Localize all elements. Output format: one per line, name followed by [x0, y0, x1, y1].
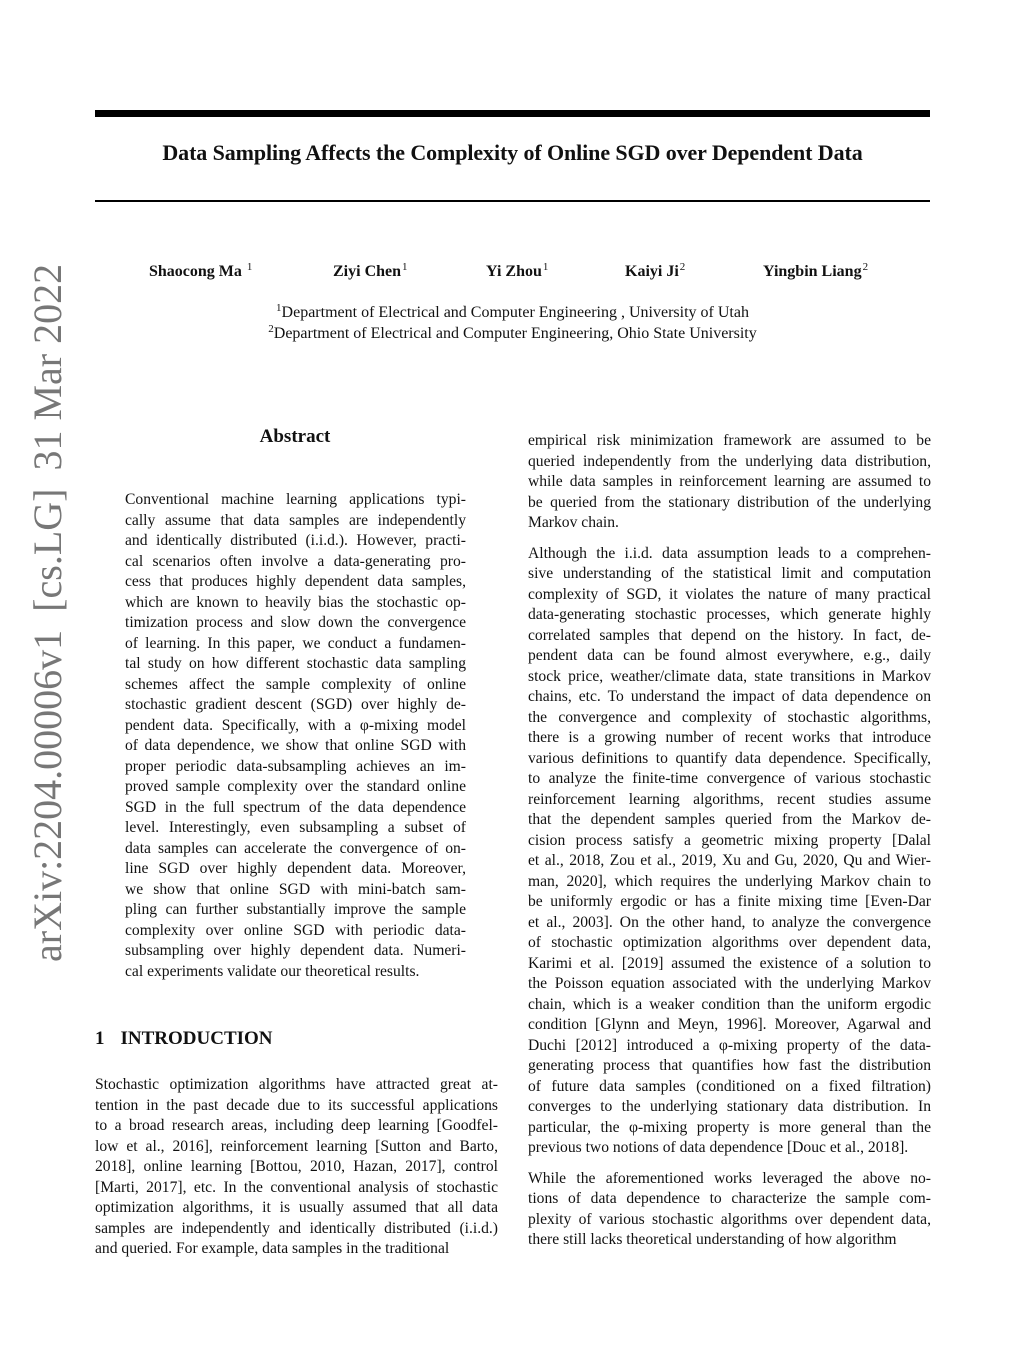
- text-line: data-generating stochastic processes, which generate highly: [528, 606, 931, 623]
- text-line: of data dependence, we show that online SGD with: [125, 737, 466, 754]
- text-line: cal experiments validate our theoretical results.: [125, 962, 420, 980]
- text-line: of future data samples (conditioned on a fixed filtration): [528, 1077, 931, 1095]
- text-line: pling can further substantially improve the sample: [125, 901, 466, 918]
- text-line: and identically distributed (i.i.d.). However, practi-: [125, 532, 466, 549]
- text-line: data samples can accelerate the convergence of on-: [125, 839, 466, 857]
- text-line: converges to the underlying stationary data distribution. In: [528, 1098, 931, 1115]
- text-line: cal scenarios often involve a data-generating pro-: [125, 552, 466, 570]
- text-line: Although the i.i.d. data assumption leads to a comprehen-: [528, 544, 931, 562]
- text-line: and queried. For example, data samples in the traditional: [95, 1240, 450, 1257]
- text-line: optimization algorithms, it is usually assumed that all data: [95, 1199, 498, 1216]
- text-line: the Poisson equation associated with the underlying Markov: [528, 975, 931, 992]
- text-line: cision process satisfy a geometric mixing property [Dalal: [528, 831, 931, 849]
- text-line: be uniformly ergodic or has a finite mixing time [Even-Dar: [528, 893, 931, 910]
- text-line: stochastic gradient descent (SGD) over highly de-: [125, 696, 466, 713]
- text-line: Conventional machine learning applications typi-: [125, 491, 466, 508]
- text-line: proper periodic data-subsampling achieves an im-: [125, 757, 466, 775]
- paragraph: [528, 544, 931, 1159]
- text-line: level. Interestingly, even subsampling a subset of: [125, 819, 466, 836]
- author: Yingbin Liang$^2$: [763, 261, 869, 280]
- title-top-rule: [95, 110, 930, 117]
- text-line: complexity over online SGD with periodic data-: [125, 921, 466, 939]
- text-line: while data samples in reinforcement learning are assumed to: [528, 473, 931, 490]
- right-column: [528, 431, 931, 1251]
- section-heading: 1 INTRODUCTION: [95, 1028, 273, 1049]
- text-line: condition [Glynn and Meyn, 1996]. Moreover, Agarwal and: [528, 1016, 931, 1033]
- text-line: chains, etc. To understand the impact of data dependence on: [528, 688, 931, 705]
- arxiv-category: [cs.LG]: [25, 488, 70, 612]
- text-line: tions of data dependence to characterize the sample com-: [528, 1190, 931, 1207]
- text-line: cally assume that data samples are independently: [125, 511, 466, 529]
- author: Yi Zhou$^1$: [486, 261, 549, 280]
- abstract-heading: Abstract: [259, 426, 331, 447]
- affiliation: $^2$Department of Electrical and Computer Engineering, Ohio State University: [268, 323, 757, 342]
- text-line: low et al., 2016], reinforcement learning [Sutton and Barto,: [95, 1137, 498, 1155]
- text-line: man, 2020], which requires the underlying Markov chain to: [528, 872, 931, 890]
- paper-title: Data Sampling Affects the Complexity of Online SGD over Dependent Data: [162, 140, 863, 165]
- text-line: et al., 2003]. On the other hand, to analyze the convergence: [528, 913, 931, 931]
- text-line: generating process that quantifies how fast the distribution: [528, 1057, 931, 1074]
- text-line: the convergence and complexity of stochastic algorithms,: [528, 708, 931, 726]
- text-line: samples are independently and identically distributed (i.i.d.): [95, 1219, 498, 1237]
- author: Kaiyi Ji$^2$: [625, 261, 686, 280]
- text-line: which are known to heavily bias the stochastic op-: [125, 593, 466, 611]
- affiliation: $^1$Department of Electrical and Computer Engineering , University of Utah: [276, 302, 749, 321]
- text-line: [Marti, 2017], etc. In the conventional analysis of stochastic: [95, 1178, 498, 1196]
- text-line: empirical risk minimization framework are assumed to be: [528, 432, 931, 449]
- text-line: plexity of various stochastic algorithms over dependent data,: [528, 1210, 931, 1228]
- text-line: of learning. In this paper, we conduct a fundamen-: [125, 634, 466, 652]
- text-line: Markov chain.: [528, 514, 619, 531]
- text-line: complexity of SGD, it violates the nature of many practical: [528, 585, 931, 603]
- text-line: of stochastic optimization algorithms over dependent data,: [528, 934, 931, 951]
- text-line: to analyze the finite-time convergence of various stochastic: [528, 770, 931, 787]
- text-line: Duchi [2012] introduced a φ-mixing property of the data-: [528, 1036, 931, 1054]
- text-line: While the aforementioned works leveraged the above no-: [528, 1169, 931, 1187]
- text-line: Stochastic optimization algorithms have attracted great at-: [95, 1076, 498, 1093]
- text-line: subsampling over highly dependent data. Numeri-: [125, 942, 466, 959]
- text-line: sive understanding of the statistical limit and computation: [528, 565, 931, 582]
- text-line: chain, which is a weaker condition than the uniform ergodic: [528, 995, 931, 1013]
- text-line: stock price, weather/climate data, state transitions in Markov: [528, 667, 931, 685]
- text-line: there still lacks theoretical understanding of how algorithm: [528, 1231, 897, 1248]
- text-line: line SGD over highly dependent data. Moreover,: [125, 860, 466, 877]
- text-line: et al., 2018, Zou et al., 2019, Xu and Gu, 2020, Qu and Wier-: [528, 852, 931, 869]
- text-line: previous two notions of data dependence [Douc et al., 2018].: [528, 1139, 909, 1156]
- text-line: we show that online SGD with mini-batch sam-: [125, 880, 466, 898]
- title-bottom-rule: [95, 200, 930, 202]
- abstract-body: [125, 490, 466, 982]
- intro-left-column: [95, 1075, 498, 1260]
- text-line: tal study on how different stochastic data sampling: [125, 655, 466, 672]
- text-line: 2018], online learning [Bottou, 2010, Hazan, 2017], control: [95, 1158, 498, 1175]
- paragraph: [528, 431, 931, 534]
- paragraph: [528, 1169, 931, 1251]
- text-line: pendent data can be found almost everywhere, e.g., daily: [528, 647, 931, 664]
- text-line: reinforcement learning algorithms, recent studies assume: [528, 790, 931, 808]
- text-line: tention in the past decade due to its successful applications: [95, 1096, 498, 1114]
- text-line: correlated samples that depend on the history. In fact, de-: [528, 626, 931, 644]
- text-line: proved sample complexity over the standard online: [125, 778, 466, 795]
- text-line: SGD in the full spectrum of the data dependence: [125, 798, 466, 816]
- text-line: there is a growing number of recent works that introduce: [528, 729, 931, 746]
- text-line: Karimi et al. [2019] assumed the existence of a solution to: [528, 954, 931, 972]
- text-line: that the dependent samples queried from the Markov de-: [528, 811, 931, 828]
- author: Shaocong Ma $^1$: [149, 261, 253, 280]
- text-line: pendent data. Specifically, with a φ-mixing model: [125, 716, 466, 734]
- arxiv-sidebar-stamp: [18, 263, 78, 962]
- text-line: timization process and slow down the convergence: [125, 614, 466, 631]
- arxiv-id: arXiv:2204.00006v1: [25, 629, 70, 962]
- text-line: be queried from the stationary distribution of the underlying: [528, 493, 931, 511]
- text-line: various definitions to quantify data dependence. Specifically,: [528, 749, 931, 767]
- author: Ziyi Chen$^1$: [333, 261, 408, 280]
- text-line: cess that produces highly dependent data samples,: [125, 573, 466, 590]
- text-line: particular, the φ-mixing property is more general than the: [528, 1118, 931, 1136]
- text-line: queried independently from the underlying data distribution,: [528, 452, 931, 470]
- arxiv-date: 31 Mar 2022: [25, 263, 70, 471]
- text-line: to a broad research areas, including deep learning [Goodfel-: [95, 1117, 498, 1134]
- text-line: schemes affect the sample complexity of online: [125, 675, 466, 693]
